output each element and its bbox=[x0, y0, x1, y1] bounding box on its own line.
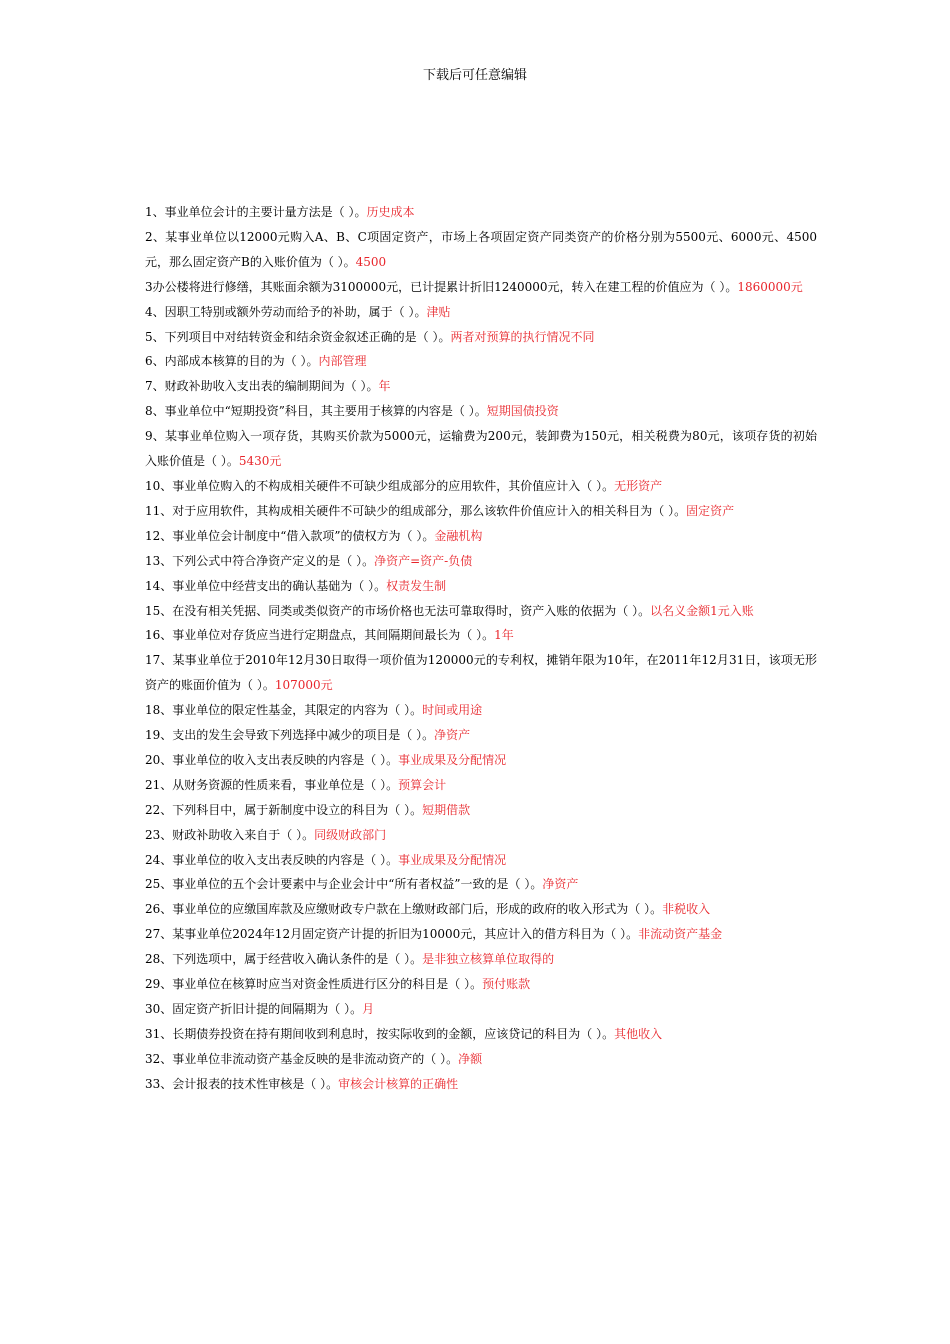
question-item bbox=[145, 399, 817, 424]
answer-text: 非流动资产基金 bbox=[638, 927, 723, 942]
question-item bbox=[145, 723, 817, 748]
question-text: 32、事业单位非流动资产基金反映的是非流动资产的（ ）。 bbox=[145, 1051, 459, 1066]
question-text: 1、事业单位会计的主要计量方法是（ ）。 bbox=[145, 205, 367, 219]
answer-text: 事业成果及分配情况 bbox=[398, 852, 507, 867]
question-text: 29、事业单位在核算时应当对资金性质进行区分的科目是（ ）。 bbox=[145, 977, 483, 992]
question-text: 10、事业单位购入的不构成相关硬件不可缺少组成部分的应用软件，其价值应计入（ ）。 bbox=[145, 478, 615, 493]
question-text: 25、事业单位的五个会计要素中与企业会计中“所有者权益”一致的是（ ）。 bbox=[145, 877, 543, 892]
question-text: 16、事业单位对存货应当进行定期盘点，其间隔期间最长为（ ）。 bbox=[145, 628, 495, 643]
question-text: 3办公楼将进行修缮，其账面余额为3100000元，已计提累计折旧1240000元，转入在建工程的价值应为（ ）。 bbox=[145, 279, 738, 294]
question-text: 30、固定资产折旧计提的间隔期为（ ）。 bbox=[145, 1002, 363, 1016]
question-item bbox=[145, 972, 817, 997]
question-text: 14、事业单位中经营支出的确认基础为（ ）。 bbox=[145, 578, 387, 593]
answer-text: 非税收入 bbox=[662, 902, 711, 917]
question-text: 28、下列选项中，属于经营收入确认条件的是（ ）。 bbox=[145, 952, 423, 967]
answer-text: 时间或用途 bbox=[422, 703, 483, 718]
question-text: 2、某事业单位以12000元购入A、B、C项固定资产，市场上各项固定资产同类资产的价格分别为5500元、6000元、4500元，那么固定资产B的入账价值为（ ）。 bbox=[145, 229, 817, 269]
answer-text: 两者对预算的执行情况不同 bbox=[450, 329, 595, 344]
answer-text: 历史成本 bbox=[366, 205, 415, 219]
answer-text: 无形资产 bbox=[614, 478, 663, 493]
question-text: 24、事业单位的收入支出表反映的内容是（ ）。 bbox=[145, 852, 399, 867]
question-item bbox=[145, 549, 817, 574]
question-text: 9、某事业单位购入一项存货，其购买价款为5000元，运输费为200元，装卸费为150元，相关税费为80元，该项存货的初始入账价值是（ ）。 bbox=[145, 429, 817, 469]
answer-text: 净资产 bbox=[434, 728, 471, 743]
question-item bbox=[145, 823, 817, 848]
answer-text: 权责发生制 bbox=[386, 578, 447, 593]
answer-text: 净资产=资产-负债 bbox=[374, 553, 473, 568]
question-text: 22、下列科目中，属于新制度中设立的科目为（ ）。 bbox=[145, 802, 423, 817]
question-text: 4、因职工特别或额外劳动而给予的补助，属于（ ）。 bbox=[145, 304, 427, 319]
answer-text: 月 bbox=[362, 1002, 375, 1016]
answer-text: 年 bbox=[378, 379, 391, 394]
answer-text: 预付账款 bbox=[482, 977, 531, 992]
question-text: 6、内部成本核算的目的为（ ）。 bbox=[145, 354, 319, 369]
question-text: 7、财政补助收入支出表的编制期间为（ ）。 bbox=[145, 379, 379, 394]
answer-text: 净资产 bbox=[542, 877, 579, 892]
question-item bbox=[145, 798, 817, 823]
question-item bbox=[145, 225, 817, 275]
question-text: 15、在没有相关凭据、同类或类似资产的市场价格也无法可靠取得时，资产入账的依据为（ ）。 bbox=[145, 603, 651, 618]
answer-text: 金融机构 bbox=[434, 528, 483, 543]
question-text: 8、事业单位中“短期投资”科目，其主要用于核算的内容是（ ）。 bbox=[145, 404, 487, 419]
answer-text: 1年 bbox=[494, 628, 514, 643]
question-text: 26、事业单位的应缴国库款及应缴财政专户款在上缴财政部门后，形成的政府的收入形式为（ ）。 bbox=[145, 902, 663, 917]
question-item bbox=[145, 773, 817, 798]
question-text: 27、某事业单位2024年12月固定资产计提的折旧为10000元，其应计入的借方科目为（ ）。 bbox=[145, 927, 639, 942]
question-text: 20、事业单位的收入支出表反映的内容是（ ）。 bbox=[145, 752, 399, 767]
answer-text: 1860000元 bbox=[737, 279, 803, 294]
answer-text: 其他收入 bbox=[614, 1026, 663, 1041]
answer-text: 审核会计核算的正确性 bbox=[338, 1076, 459, 1091]
question-item bbox=[145, 698, 817, 723]
question-item bbox=[145, 947, 817, 972]
question-text: 33、会计报表的技术性审核是（ ）。 bbox=[145, 1076, 339, 1091]
answer-text: 津贴 bbox=[426, 304, 451, 319]
answer-text: 短期借款 bbox=[422, 802, 471, 817]
question-item bbox=[145, 1072, 817, 1097]
question-text: 18、事业单位的限定性基金，其限定的内容为（ ）。 bbox=[145, 703, 423, 718]
question-text: 19、支出的发生会导致下列选择中减少的项目是（ ）。 bbox=[145, 728, 435, 743]
question-item bbox=[145, 424, 817, 474]
question-item bbox=[145, 524, 817, 549]
question-text: 17、某事业单位于2010年12月30日取得一项价值为120000元的专利权，摊销年限为10年，在2011年12月31日，该项无形资产的账面价值为（ ）。 bbox=[145, 653, 817, 693]
page-header: 下载后可任意编辑 bbox=[422, 68, 527, 83]
question-item bbox=[145, 648, 817, 698]
question-item bbox=[145, 474, 817, 499]
question-item bbox=[145, 599, 817, 624]
question-item bbox=[145, 300, 817, 325]
question-item bbox=[145, 997, 817, 1022]
question-text: 11、对于应用软件，其构成相关硬件不可缺少的组成部分，那么该软件价值应计入的相关科目为（ ）。 bbox=[145, 503, 687, 518]
answer-text: 事业成果及分配情况 bbox=[398, 752, 507, 767]
question-item bbox=[145, 574, 817, 599]
question-item bbox=[145, 623, 817, 648]
answer-text: 同级财政部门 bbox=[314, 827, 387, 842]
answer-text: 5430元 bbox=[238, 454, 282, 469]
question-item bbox=[145, 897, 817, 922]
question-item bbox=[145, 848, 817, 873]
question-item bbox=[145, 922, 817, 947]
question-item bbox=[145, 748, 817, 773]
question-list bbox=[145, 200, 817, 1097]
question-item bbox=[145, 872, 817, 897]
question-text: 5、下列项目中对结转资金和结余资金叙述正确的是（ ）。 bbox=[145, 329, 451, 344]
question-text: 21、从财务资源的性质来看，事业单位是（ ）。 bbox=[145, 777, 399, 792]
question-item bbox=[145, 499, 817, 524]
answer-text: 固定资产 bbox=[686, 503, 735, 518]
question-item bbox=[145, 1022, 817, 1047]
answer-text: 预算会计 bbox=[398, 777, 447, 792]
answer-text: 以名义金额1元入账 bbox=[650, 603, 754, 618]
answer-text: 内部管理 bbox=[318, 354, 367, 369]
answer-text: 是非独立核算单位取得的 bbox=[422, 952, 555, 967]
answer-text: 短期国债投资 bbox=[486, 404, 559, 419]
question-item bbox=[145, 200, 817, 225]
question-item bbox=[145, 1047, 817, 1072]
question-item bbox=[145, 325, 817, 350]
question-text: 23、财政补助收入来自于（ ）。 bbox=[145, 827, 315, 842]
question-text: 13、下列公式中符合净资产定义的是（ ）。 bbox=[145, 553, 375, 568]
answer-text: 107000元 bbox=[274, 678, 333, 693]
question-text: 31、长期债券投资在持有期间收到利息时，按实际收到的金额，应该贷记的科目为（ ）。 bbox=[145, 1026, 615, 1041]
question-item bbox=[145, 374, 817, 399]
answer-text: 净额 bbox=[458, 1051, 483, 1066]
question-text: 12、事业单位会计制度中“借入款项”的债权方为（ ）。 bbox=[145, 528, 435, 543]
question-item bbox=[145, 349, 817, 374]
question-item bbox=[145, 275, 817, 300]
answer-text: 4500 bbox=[355, 254, 387, 269]
